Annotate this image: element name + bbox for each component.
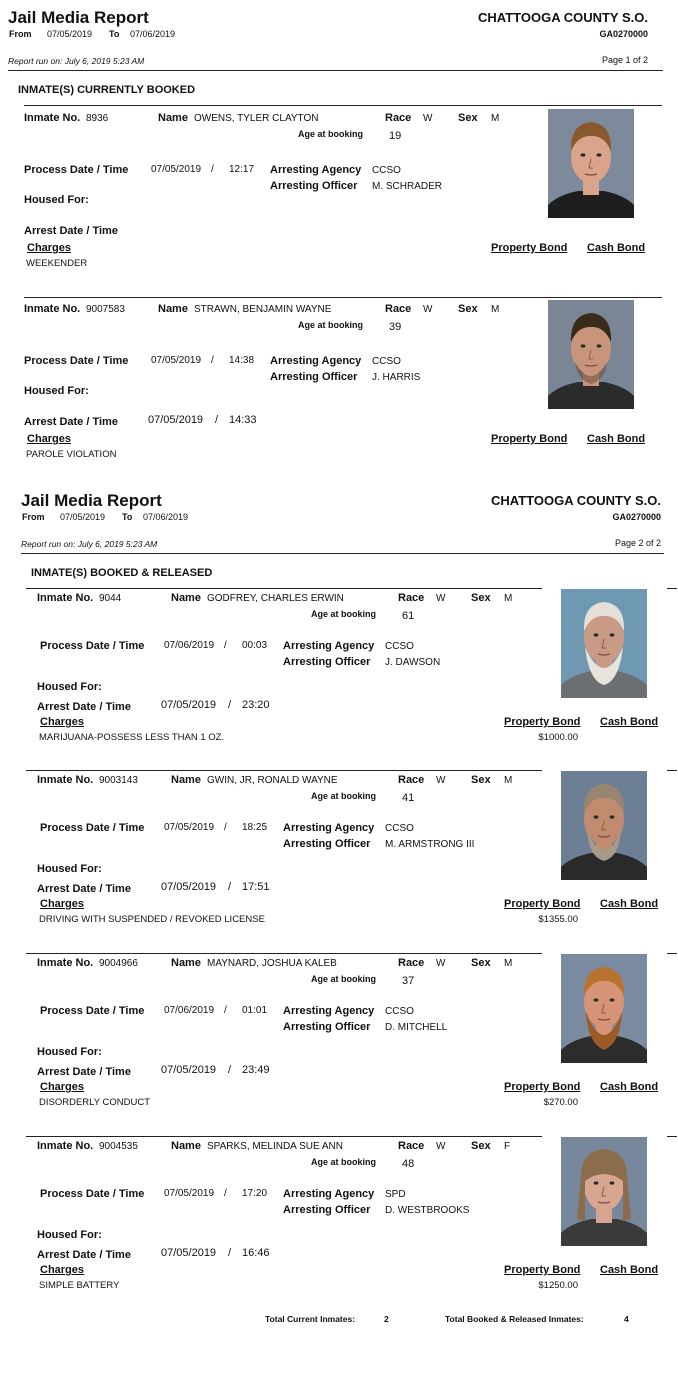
process-date: 07/06/2019 xyxy=(164,640,215,651)
inmate-number: 9003143 xyxy=(99,775,138,786)
officer-value: M. SCHRADER xyxy=(372,181,443,192)
agency-label: Arresting Agency xyxy=(283,1005,375,1017)
race-label: Race xyxy=(398,774,425,786)
charge-text: SIMPLE BATTERY xyxy=(39,1280,120,1291)
agency-value: CCSO xyxy=(385,1006,414,1017)
property-bond-label: Property Bond xyxy=(491,433,568,445)
arrest-slash: / xyxy=(228,1247,232,1259)
total-current-label: Total Current Inmates: xyxy=(265,1314,356,1324)
housed-label: Housed For: xyxy=(24,385,89,397)
sex-label: Sex xyxy=(471,957,491,969)
arrest-slash: / xyxy=(215,414,219,426)
from-label: From xyxy=(9,29,32,39)
age-value: 61 xyxy=(402,610,415,622)
age-value: 39 xyxy=(389,321,402,333)
sex-value: M xyxy=(504,593,513,604)
arrest-label: Arrest Date / Time xyxy=(37,1066,131,1078)
age-value: 37 xyxy=(402,975,415,987)
age-label: Age at booking xyxy=(311,791,376,801)
charges-label: Charges xyxy=(40,1081,85,1093)
charge-text: DRIVING WITH SUSPENDED / REVOKED LICENSE xyxy=(39,914,265,925)
officer-label: Arresting Officer xyxy=(270,180,358,192)
race-value: W xyxy=(436,958,446,969)
housed-label: Housed For: xyxy=(37,863,102,875)
arrest-slash: / xyxy=(228,881,232,893)
inmate-photo xyxy=(561,589,647,698)
age-label: Age at booking xyxy=(311,609,376,619)
property-bond-amount: $1000.00 xyxy=(538,732,578,743)
arrest-date: 07/05/2019 xyxy=(161,699,217,711)
process-date: 07/05/2019 xyxy=(151,164,202,175)
agency-value: CCSO xyxy=(385,641,414,652)
sex-value: M xyxy=(504,958,513,969)
to-date: 07/06/2019 xyxy=(143,512,189,522)
to-label: To xyxy=(122,512,133,522)
property-bond-label: Property Bond xyxy=(504,1264,581,1276)
block-rule xyxy=(667,1136,677,1137)
sex-label: Sex xyxy=(458,112,478,124)
officer-label: Arresting Officer xyxy=(283,838,371,850)
inmate-no-label: Inmate No. xyxy=(37,592,94,604)
header-rule xyxy=(8,70,663,71)
process-date: 07/05/2019 xyxy=(164,822,215,833)
report-run-on: Report run on: July 6, 2019 5:23 AM xyxy=(21,539,158,549)
sex-value: M xyxy=(491,113,500,124)
charge-text: PAROLE VIOLATION xyxy=(26,449,117,460)
process-time: 14:38 xyxy=(229,355,255,366)
agency-label: Arresting Agency xyxy=(283,640,375,652)
age-label: Age at booking xyxy=(298,129,363,139)
inmate-number: 9004966 xyxy=(99,958,138,969)
page-number: Page 2 of 2 xyxy=(614,538,661,548)
name-label: Name xyxy=(158,303,188,315)
charges-label: Charges xyxy=(40,898,85,910)
process-label: Process Date / Time xyxy=(40,1188,145,1200)
inmate-number: 9007583 xyxy=(86,304,125,315)
agency-label: Arresting Agency xyxy=(283,1188,375,1200)
to-label: To xyxy=(109,29,120,39)
process-slash: / xyxy=(211,164,214,175)
arrest-date: 07/05/2019 xyxy=(161,1064,217,1076)
name-label: Name xyxy=(171,774,201,786)
property-bond-label: Property Bond xyxy=(504,1081,581,1093)
agency-label: Arresting Agency xyxy=(270,164,362,176)
block-rule xyxy=(26,1136,542,1137)
block-rule xyxy=(24,297,662,298)
inmate-no-label: Inmate No. xyxy=(24,303,81,315)
officer-label: Arresting Officer xyxy=(283,656,371,668)
cash-bond-label: Cash Bond xyxy=(600,1264,659,1276)
block-rule xyxy=(26,770,542,771)
process-time: 12:17 xyxy=(229,164,255,175)
cash-bond-label: Cash Bond xyxy=(600,716,659,728)
inmate-name: OWENS, TYLER CLAYTON xyxy=(194,113,319,124)
officer-value: D. WESTBROOKS xyxy=(385,1205,470,1216)
race-label: Race xyxy=(385,303,412,315)
officer-label: Arresting Officer xyxy=(283,1204,371,1216)
officer-value: J. HARRIS xyxy=(372,372,421,383)
total-released-value: 4 xyxy=(624,1314,629,1324)
from-date: 07/05/2019 xyxy=(47,29,93,39)
property-bond-label: Property Bond xyxy=(504,898,581,910)
from-date: 07/05/2019 xyxy=(60,512,106,522)
property-bond-amount: $270.00 xyxy=(543,1097,578,1108)
officer-label: Arresting Officer xyxy=(283,1021,371,1033)
officer-label: Arresting Officer xyxy=(270,371,358,383)
cash-bond-label: Cash Bond xyxy=(600,1081,659,1093)
block-rule xyxy=(24,105,662,106)
arrest-date: 07/05/2019 xyxy=(161,1247,217,1259)
cash-bond-label: Cash Bond xyxy=(600,898,659,910)
process-slash: / xyxy=(211,355,214,366)
charges-label: Charges xyxy=(40,716,85,728)
age-label: Age at booking xyxy=(298,320,363,330)
name-label: Name xyxy=(171,592,201,604)
inmate-photo xyxy=(548,300,634,409)
county-name: CHATTOOGA COUNTY S.O. xyxy=(478,10,648,25)
section-title: INMATE(S) BOOKED & RELEASED xyxy=(31,567,213,579)
sex-value: M xyxy=(491,304,500,315)
inmate-name: MAYNARD, JOSHUA KALEB xyxy=(207,958,337,969)
block-rule xyxy=(667,770,677,771)
arrest-label: Arrest Date / Time xyxy=(24,416,118,428)
race-value: W xyxy=(423,304,433,315)
inmate-name: GWIN, JR, RONALD WAYNE xyxy=(207,775,338,786)
race-value: W xyxy=(436,593,446,604)
process-label: Process Date / Time xyxy=(40,1005,145,1017)
process-label: Process Date / Time xyxy=(24,164,129,176)
inmate-no-label: Inmate No. xyxy=(37,957,94,969)
age-value: 41 xyxy=(402,792,415,804)
inmate-name: GODFREY, CHARLES ERWIN xyxy=(207,593,344,604)
agency-value: CCSO xyxy=(372,356,401,367)
inmate-photo xyxy=(561,771,647,880)
arrest-label: Arrest Date / Time xyxy=(37,701,131,713)
process-time: 01:01 xyxy=(242,1005,268,1016)
inmate-photo xyxy=(561,954,647,1063)
sex-label: Sex xyxy=(471,774,491,786)
process-time: 00:03 xyxy=(242,640,268,651)
process-slash: / xyxy=(224,822,227,833)
inmate-photo xyxy=(561,1137,647,1246)
arrest-label: Arrest Date / Time xyxy=(37,883,131,895)
block-rule xyxy=(26,588,542,589)
inmate-number: 9044 xyxy=(99,593,122,604)
agency-label: Arresting Agency xyxy=(283,822,375,834)
property-bond-label: Property Bond xyxy=(491,242,568,254)
inmate-name: SPARKS, MELINDA SUE ANN xyxy=(207,1141,343,1152)
race-label: Race xyxy=(398,592,425,604)
age-label: Age at booking xyxy=(311,1157,376,1167)
agency-value: CCSO xyxy=(385,823,414,834)
age-value: 19 xyxy=(389,130,402,142)
charges-label: Charges xyxy=(27,433,72,445)
arrest-label: Arrest Date / Time xyxy=(37,1249,131,1261)
housed-label: Housed For: xyxy=(37,1229,102,1241)
property-bond-amount: $1355.00 xyxy=(538,914,578,925)
housed-label: Housed For: xyxy=(24,194,89,206)
cash-bond-label: Cash Bond xyxy=(587,433,646,445)
block-rule xyxy=(667,588,677,589)
ori-code: GA0270000 xyxy=(599,29,648,39)
inmate-photo xyxy=(548,109,634,218)
officer-value: D. MITCHELL xyxy=(385,1022,448,1033)
officer-value: J. DAWSON xyxy=(385,657,441,668)
agency-value: SPD xyxy=(385,1189,406,1200)
name-label: Name xyxy=(171,957,201,969)
cash-bond-label: Cash Bond xyxy=(587,242,646,254)
header-rule xyxy=(21,553,664,554)
arrest-time: 14:33 xyxy=(229,414,257,426)
arrest-time: 16:46 xyxy=(242,1247,270,1259)
charge-text: MARIJUANA-POSSESS LESS THAN 1 OZ. xyxy=(39,732,225,743)
from-label: From xyxy=(22,512,45,522)
ori-code: GA0270000 xyxy=(612,512,661,522)
race-label: Race xyxy=(385,112,412,124)
inmate-number: 9004535 xyxy=(99,1141,138,1152)
sex-label: Sex xyxy=(471,1140,491,1152)
inmate-no-label: Inmate No. xyxy=(24,112,81,124)
process-date: 07/06/2019 xyxy=(164,1005,215,1016)
section-title: INMATE(S) CURRENTLY BOOKED xyxy=(18,84,196,96)
total-released-label: Total Booked & Released Inmates: xyxy=(445,1314,584,1324)
county-name: CHATTOOGA COUNTY S.O. xyxy=(491,493,661,508)
block-rule xyxy=(26,953,542,954)
race-value: W xyxy=(436,775,446,786)
charges-label: Charges xyxy=(27,242,72,254)
arrest-label: Arrest Date / Time xyxy=(24,225,118,237)
inmate-number: 8936 xyxy=(86,113,109,124)
property-bond-amount: $1250.00 xyxy=(538,1280,578,1291)
arrest-time: 23:49 xyxy=(242,1064,270,1076)
charge-text: WEEKENDER xyxy=(26,258,88,269)
charges-label: Charges xyxy=(40,1264,85,1276)
sex-label: Sex xyxy=(471,592,491,604)
agency-value: CCSO xyxy=(372,165,401,176)
arrest-slash: / xyxy=(228,1064,232,1076)
race-label: Race xyxy=(398,957,425,969)
sex-value: F xyxy=(504,1141,511,1152)
race-label: Race xyxy=(398,1140,425,1152)
process-slash: / xyxy=(224,1005,227,1016)
inmate-name: STRAWN, BENJAMIN WAYNE xyxy=(194,304,332,315)
process-slash: / xyxy=(224,640,227,651)
arrest-time: 23:20 xyxy=(242,699,270,711)
arrest-date: 07/05/2019 xyxy=(148,414,204,426)
name-label: Name xyxy=(158,112,188,124)
age-value: 48 xyxy=(402,1158,415,1170)
race-value: W xyxy=(423,113,433,124)
process-time: 18:25 xyxy=(242,822,268,833)
report-title: Jail Media Report xyxy=(21,491,162,510)
age-label: Age at booking xyxy=(311,974,376,984)
process-label: Process Date / Time xyxy=(40,822,145,834)
process-date: 07/05/2019 xyxy=(151,355,202,366)
report-title: Jail Media Report xyxy=(8,8,149,27)
inmate-no-label: Inmate No. xyxy=(37,1140,94,1152)
property-bond-label: Property Bond xyxy=(504,716,581,728)
arrest-slash: / xyxy=(228,699,232,711)
officer-value: M. ARMSTRONG III xyxy=(385,839,475,850)
inmate-no-label: Inmate No. xyxy=(37,774,94,786)
report-run-on: Report run on: July 6, 2019 5:23 AM xyxy=(8,56,145,66)
block-rule xyxy=(667,953,677,954)
process-label: Process Date / Time xyxy=(40,640,145,652)
agency-label: Arresting Agency xyxy=(270,355,362,367)
arrest-time: 17:51 xyxy=(242,881,270,893)
page-number: Page 1 of 2 xyxy=(601,55,648,65)
process-time: 17:20 xyxy=(242,1188,268,1199)
race-value: W xyxy=(436,1141,446,1152)
housed-label: Housed For: xyxy=(37,681,102,693)
sex-value: M xyxy=(504,775,513,786)
process-slash: / xyxy=(224,1188,227,1199)
name-label: Name xyxy=(171,1140,201,1152)
total-current-value: 2 xyxy=(384,1314,389,1324)
sex-label: Sex xyxy=(458,303,478,315)
charge-text: DISORDERLY CONDUCT xyxy=(39,1097,151,1108)
process-label: Process Date / Time xyxy=(24,355,129,367)
to-date: 07/06/2019 xyxy=(130,29,176,39)
arrest-date: 07/05/2019 xyxy=(161,881,217,893)
process-date: 07/05/2019 xyxy=(164,1188,215,1199)
housed-label: Housed For: xyxy=(37,1046,102,1058)
